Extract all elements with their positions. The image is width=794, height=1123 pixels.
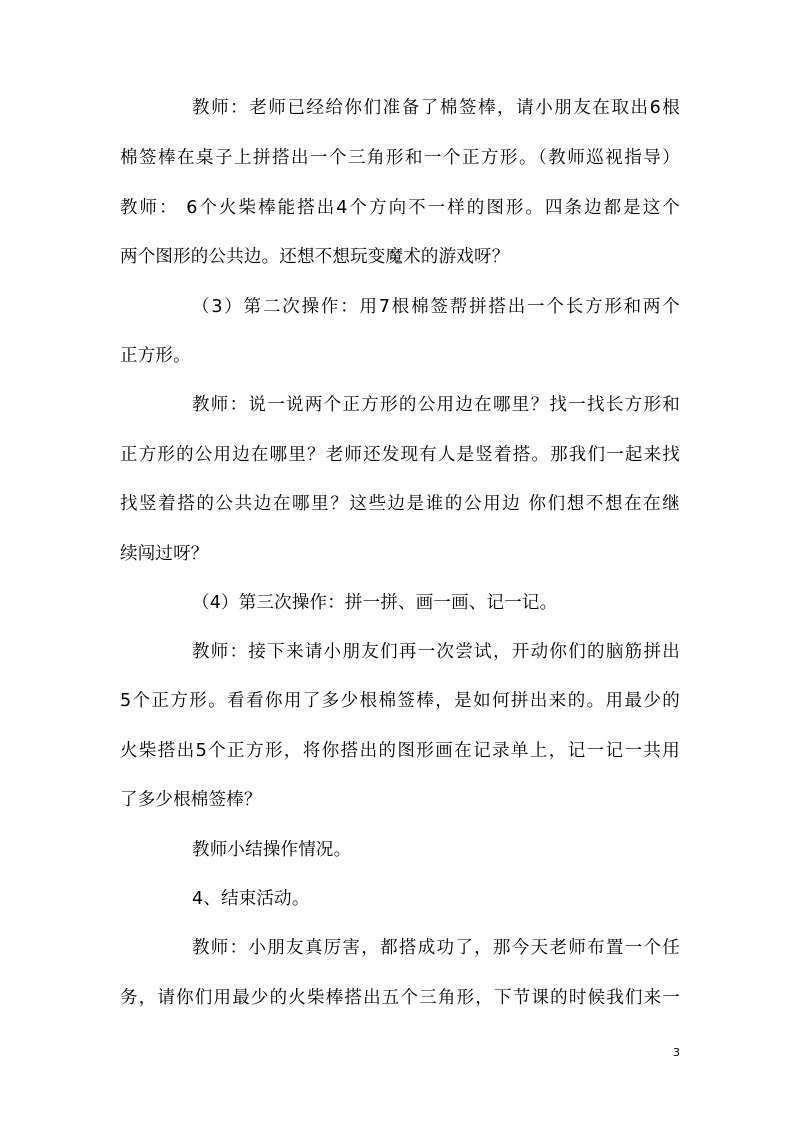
text-line: 教师： 6个火柴棒能搭出4个方向不一样的图形。四条边都是这个 — [120, 198, 680, 218]
text-line: （4）第三次操作：拼一拼、画一画、记一记。 — [192, 593, 558, 613]
text-line: 4、结束活动。 — [192, 889, 310, 909]
text-line: 教师：老师已经给你们准备了棉签棒，请小朋友在取出6根 — [192, 98, 680, 118]
text-line: 教师：接下来请小朋友们再一次尝试，开动你们的脑筋拼出 — [192, 642, 680, 662]
text-line: 正方形的公用边在哪里？老师还发现有人是竖着搭。那我们一起来找 — [120, 445, 680, 465]
text-line: 火柴搭出5个正方形，将你搭出的图形画在记录单上，记一记一共用 — [120, 741, 680, 761]
page-number: 3 — [673, 1046, 680, 1059]
text-line: 找竖着搭的公共边在哪里？这些边是谁的公用边 你们想不想在在继 — [120, 494, 680, 514]
text-line: 5个正方形。看看你用了多少根棉签棒，是如何拼出来的。用最少的 — [120, 691, 680, 711]
text-line: 教师小结操作情况。 — [192, 840, 352, 860]
text-line: 正方形。 — [120, 346, 191, 366]
text-line: 教师：小朋友真厉害，都搭成功了，那今天老师布置一个任 — [192, 938, 680, 958]
text-line: 两个图形的公共边。还想不想玩变魔术的游戏呀？ — [120, 247, 510, 267]
text-line: 了多少根棉签棒？ — [120, 790, 262, 810]
text-line: 务，请你们用最少的火柴棒搭出五个三角形，下节课的时候我们来一 — [120, 988, 680, 1008]
text-line: （3）第二次操作：用7根棉签帮拼搭出一个长方形和两个 — [192, 297, 680, 317]
text-line: 棉签棒在桌子上拼搭出一个三角形和一个正方形。（教师巡视指导） — [120, 148, 680, 168]
text-line: 教师：说一说两个正方形的公用边在哪里？找一找长方形和 — [192, 395, 680, 415]
text-line: 续闯过呀？ — [120, 544, 209, 564]
